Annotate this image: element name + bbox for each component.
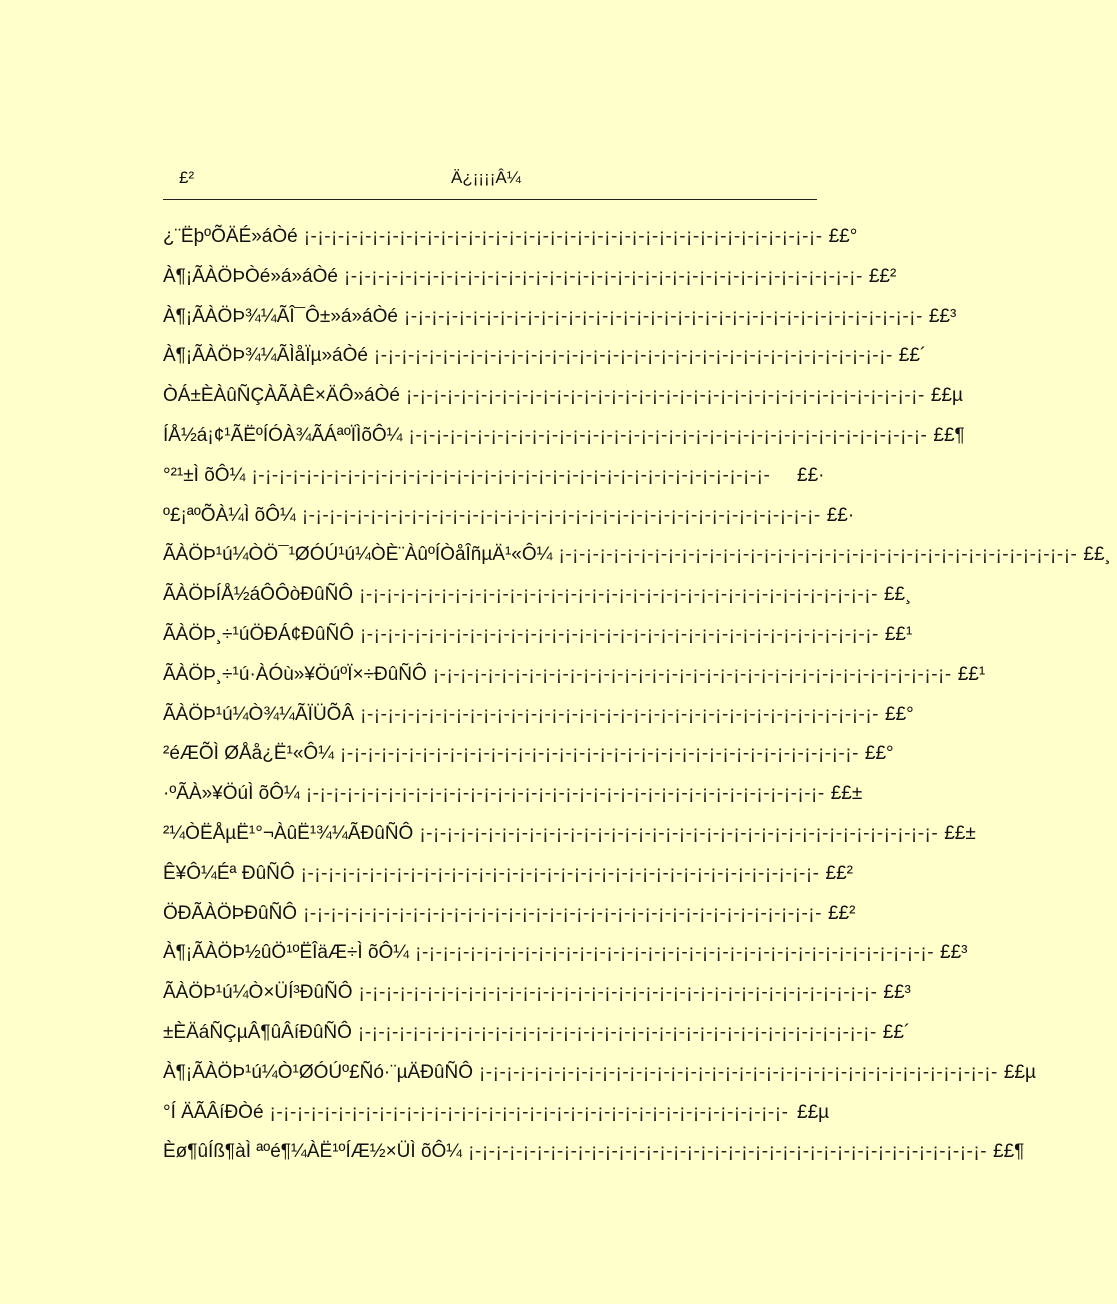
toc-entry-title: À¶¡ÃÀÖÞ¹ú¼Ò¹ØÓÚº£Ñó·¨µÄÐûÑÔ	[163, 1061, 473, 1083]
toc-entry-title: ±ÈÄáÑÇµÂ¶ûÂíÐûÑÔ	[163, 1022, 352, 1043]
toc-entry-page: ££µ	[930, 385, 963, 407]
toc-entry	[163, 1061, 1036, 1092]
toc-entry	[163, 504, 855, 535]
toc-entry-page: ££¶	[933, 425, 965, 446]
toc-dot-leader: ¡-¡-¡-¡-¡-¡-¡-¡-¡-¡-¡-¡-¡-¡-¡-¡-¡-¡-¡-¡-¡-¡-¡-¡-¡-¡-¡-¡-¡-¡-¡-¡-¡-¡-¡-¡-¡-¡-	[403, 305, 923, 327]
toc-entry-page: ££·	[826, 504, 855, 526]
toc-entry-title: ¿¨ËþºÕÄÉ»áÒé	[163, 226, 298, 247]
toc-entry-page: ££°	[828, 226, 858, 247]
toc-entry	[163, 226, 858, 256]
toc-dot-leader: ¡-¡-¡-¡-¡-¡-¡-¡-¡-¡-¡-¡-¡-¡-¡-¡-¡-¡-¡-¡-¡-¡-¡-¡-¡-¡-¡-¡-¡-¡-¡-¡-¡-¡-¡-¡-¡-¡-	[419, 823, 939, 844]
toc-dot-leader: ¡-¡-¡-¡-¡-¡-¡-¡-¡-¡-¡-¡-¡-¡-¡-¡-¡-¡-¡-¡-¡-¡-¡-¡-¡-¡-¡-¡-¡-¡-¡-¡-¡-¡-¡-¡-¡-¡-	[478, 1061, 998, 1083]
toc-entry	[163, 663, 986, 694]
toc-dot-leader: ¡-¡-¡-¡-¡-¡-¡-¡-¡-¡-¡-¡-¡-¡-¡-¡-¡-¡-¡-¡-¡-¡-¡-¡-¡-¡-¡-¡-¡-¡-¡-¡-¡-¡-¡-¡-¡-¡-	[301, 504, 821, 526]
toc-entry	[163, 624, 913, 654]
toc-entry-page: ££´	[898, 345, 927, 367]
toc-entry-page: ££³	[928, 305, 957, 327]
toc-entry-page: ££µ	[797, 1101, 830, 1123]
toc-entry	[163, 385, 963, 415]
toc-entry-title: ÖÐÃÀÖÞÐûÑÔ	[163, 902, 298, 924]
toc-entry-title: À¶¡ÃÀÖÞ¾¼ÃÎ¯Ô±»á»áÒé	[163, 305, 398, 327]
toc-entry	[163, 743, 894, 773]
toc-entry-page: ££¶	[993, 1141, 1025, 1163]
toc-entry-title: ÃÀÖÞ¹ú¼ÒÖ¯¹ØÓÚ¹ú¼ÒÈ¨ÀûºÍÒåÎñµÄ¹«Ô¼	[163, 544, 553, 566]
toc-entry-title: ²¼ÒËÅµË¹°¬ÀûË¹¾¼ÃÐûÑÔ	[163, 823, 414, 844]
toc-dot-leader: ¡-¡-¡-¡-¡-¡-¡-¡-¡-¡-¡-¡-¡-¡-¡-¡-¡-¡-¡-¡-¡-¡-¡-¡-¡-¡-¡-¡-¡-¡-¡-¡-¡-¡-¡-¡-¡-¡-	[405, 385, 925, 407]
toc-entry-title: À¶¡ÃÀÖÞ¾¼ÃÌåÏµ»áÒé	[163, 345, 368, 367]
toc-entry-title: À¶¡ÃÀÖÞÒé»á»áÒé	[163, 265, 338, 287]
toc-entry	[163, 862, 853, 893]
toc-entry-title: º£¡ªºÕÀ¼Ì õÔ¼	[163, 504, 296, 526]
toc-entry-title: °Í ÄÃÂíÐÒé	[163, 1101, 264, 1123]
toc-dot-leader: ¡-¡-¡-¡-¡-¡-¡-¡-¡-¡-¡-¡-¡-¡-¡-¡-¡-¡-¡-¡-¡-¡-¡-¡-¡-¡-¡-¡-¡-¡-¡-¡-¡-¡-¡-¡-¡-¡-	[359, 584, 878, 606]
toc-dot-leader: ¡-¡-¡-¡-¡-¡-¡-¡-¡-¡-¡-¡-¡-¡-¡-¡-¡-¡-¡-¡-¡-¡-¡-¡-¡-¡-¡-¡-¡-¡-¡-¡-¡-¡-¡-¡-¡-¡-	[408, 425, 928, 446]
toc-entry-page: ££¹	[957, 663, 986, 685]
toc-dot-leader: ¡-¡-¡-¡-¡-¡-¡-¡-¡-¡-¡-¡-¡-¡-¡-¡-¡-¡-¡-¡-¡-¡-¡-¡-¡-¡-¡-¡-¡-¡-¡-¡-¡-¡-¡-¡-¡-¡-	[359, 624, 879, 645]
toc-entry-title: ÃÀÖÞ¸÷¹ú·ÀÓù»¥ÖúºÏ×÷ÐûÑÔ	[163, 663, 427, 685]
toc-dot-leader: ¡-¡-¡-¡-¡-¡-¡-¡-¡-¡-¡-¡-¡-¡-¡-¡-¡-¡-¡-¡-¡-¡-¡-¡-¡-¡-¡-¡-¡-¡-¡-¡-¡-¡-¡-¡-¡-¡-	[343, 265, 863, 287]
toc-entry	[163, 584, 912, 614]
page-number: £²	[179, 168, 195, 187]
toc-entry	[163, 703, 914, 734]
toc-entry-title: ÍÅ½á¡¢¹ÃËºÍÓÀ¾ÃÁªºÏÌõÔ¼	[163, 425, 403, 446]
toc-dot-leader: ¡-¡-¡-¡-¡-¡-¡-¡-¡-¡-¡-¡-¡-¡-¡-¡-¡-¡-¡-¡-¡-¡-¡-¡-¡-¡-¡-¡-¡-¡-¡-¡-¡-¡-¡-¡-¡-¡-	[373, 345, 893, 367]
toc-entry-page: ££±	[944, 823, 976, 844]
toc-entry-page: ££°	[885, 703, 914, 725]
toc-entry-page: ££¸	[1083, 544, 1111, 566]
toc-entry-page: ££¹	[884, 624, 913, 645]
toc-entry	[163, 783, 863, 813]
toc-entry-title: ·ºÃÀ»¥ÖúÌ õÔ¼	[163, 783, 300, 805]
toc-dot-leader: ¡-¡-¡-¡-¡-¡-¡-¡-¡-¡-¡-¡-¡-¡-¡-¡-¡-¡-¡-¡-¡-¡-¡-¡-¡-¡-¡-¡-¡-¡-¡-¡-¡-¡-¡-¡-¡-¡-	[360, 703, 880, 725]
toc-dot-leader: ¡-¡-¡-¡-¡-¡-¡-¡-¡-¡-¡-¡-¡-¡-¡-¡-¡-¡-¡-¡-¡-¡-¡-¡-¡-¡-¡-¡-¡-¡-¡-¡-¡-¡-¡-¡-¡-¡-	[558, 544, 1078, 566]
toc-entry-page: ££³	[940, 942, 968, 964]
toc-entry-title: Ê¥Ô¼Éª ÐûÑÔ	[163, 862, 295, 884]
toc-entry-title: ÃÀÖÞ¸÷¹úÖÐÁ¢ÐûÑÔ	[163, 624, 354, 645]
toc-entry-title: ÃÀÖÞÍÅ½áÔÔòÐûÑÔ	[163, 584, 354, 606]
toc-entry	[163, 465, 831, 495]
toc-entry-page: ££²	[827, 902, 856, 924]
toc-dot-leader: ¡-¡-¡-¡-¡-¡-¡-¡-¡-¡-¡-¡-¡-¡-¡-¡-¡-¡-¡-¡-¡-¡-¡-¡-¡-¡-¡-¡-¡-¡-¡-¡-¡-¡-¡-¡-¡-¡-	[340, 743, 859, 765]
toc-entry	[163, 942, 968, 972]
toc-entry-page: ££²	[868, 265, 897, 287]
toc-entry	[163, 1102, 831, 1132]
toc-entry-page: ££°	[864, 743, 894, 765]
toc-entry-title: ²éÆÕÌ ØÅå¿Ë¹«Ô¼	[163, 743, 335, 765]
toc-entry	[163, 902, 856, 933]
toc-entry-page: ££³	[883, 982, 911, 1004]
toc-entry	[163, 982, 911, 1012]
toc-entry	[163, 425, 965, 455]
toc-entry	[163, 1141, 1025, 1171]
toc-entry	[163, 823, 976, 853]
toc-entry-title: ÃÀÖÞ¹ú¼Ò×ÜÍ³ÐûÑÔ	[163, 982, 353, 1004]
toc-dot-leader: ¡-¡-¡-¡-¡-¡-¡-¡-¡-¡-¡-¡-¡-¡-¡-¡-¡-¡-¡-¡-¡-¡-¡-¡-¡-¡-¡-¡-¡-¡-¡-¡-¡-¡-¡-¡-¡-¡-	[251, 464, 771, 486]
toc-entry	[163, 345, 927, 375]
toc-entry-page: ££±	[830, 783, 863, 805]
toc-dot-leader: ¡-¡-¡-¡-¡-¡-¡-¡-¡-¡-¡-¡-¡-¡-¡-¡-¡-¡-¡-¡-¡-¡-¡-¡-¡-¡-¡-¡-¡-¡-¡-¡-¡-¡-¡-¡-¡-¡-	[269, 1101, 789, 1123]
toc-dot-leader: ¡-¡-¡-¡-¡-¡-¡-¡-¡-¡-¡-¡-¡-¡-¡-¡-¡-¡-¡-¡-¡-¡-¡-¡-¡-¡-¡-¡-¡-¡-¡-¡-¡-¡-¡-¡-¡-¡-	[300, 862, 820, 884]
toc-entry-page: ££·	[797, 464, 825, 486]
toc-entry	[163, 1022, 911, 1052]
toc-entry-title: ÃÀÖÞ¹ú¼Ò¾¼ÃÏÜÕÂ	[163, 703, 355, 725]
toc-entry-title: ÒÁ±ÈÀûÑÇÀÃÀÊ×ÄÔ»áÒé	[163, 385, 400, 407]
toc-entry-page: ££²	[825, 862, 853, 884]
toc-dot-leader: ¡-¡-¡-¡-¡-¡-¡-¡-¡-¡-¡-¡-¡-¡-¡-¡-¡-¡-¡-¡-¡-¡-¡-¡-¡-¡-¡-¡-¡-¡-¡-¡-¡-¡-¡-¡-¡-¡-	[303, 226, 823, 247]
toc-dot-leader: ¡-¡-¡-¡-¡-¡-¡-¡-¡-¡-¡-¡-¡-¡-¡-¡-¡-¡-¡-¡-¡-¡-¡-¡-¡-¡-¡-¡-¡-¡-¡-¡-¡-¡-¡-¡-¡-¡-	[358, 982, 878, 1004]
toc-entry-title: Èø¶ûÍß¶àÌ ªºé¶¼ÀË¹ºÍÆ½×ÜÌ õÔ¼	[163, 1141, 463, 1163]
running-title: Ä¿¡¡¡¡Â¼	[451, 168, 521, 187]
toc-dot-leader: ¡-¡-¡-¡-¡-¡-¡-¡-¡-¡-¡-¡-¡-¡-¡-¡-¡-¡-¡-¡-¡-¡-¡-¡-¡-¡-¡-¡-¡-¡-¡-¡-¡-¡-¡-¡-¡-¡-	[468, 1141, 988, 1163]
toc-dot-leader: ¡-¡-¡-¡-¡-¡-¡-¡-¡-¡-¡-¡-¡-¡-¡-¡-¡-¡-¡-¡-¡-¡-¡-¡-¡-¡-¡-¡-¡-¡-¡-¡-¡-¡-¡-¡-¡-¡-	[357, 1022, 877, 1043]
toc-entry	[163, 305, 957, 336]
toc-entry	[163, 544, 1111, 574]
toc-entry-page: ££µ	[1003, 1061, 1036, 1083]
toc-dot-leader: ¡-¡-¡-¡-¡-¡-¡-¡-¡-¡-¡-¡-¡-¡-¡-¡-¡-¡-¡-¡-¡-¡-¡-¡-¡-¡-¡-¡-¡-¡-¡-¡-¡-¡-¡-¡-¡-¡-	[303, 902, 822, 924]
toc-dot-leader: ¡-¡-¡-¡-¡-¡-¡-¡-¡-¡-¡-¡-¡-¡-¡-¡-¡-¡-¡-¡-¡-¡-¡-¡-¡-¡-¡-¡-¡-¡-¡-¡-¡-¡-¡-¡-¡-¡-	[415, 942, 935, 964]
toc-entry-title: °²¹±Ì õÔ¼	[163, 464, 246, 486]
toc-entry-title: À¶¡ÃÀÖÞ½ûÖ¹ºËÎäÆ÷Ì õÔ¼	[163, 942, 410, 964]
toc-dot-leader: ¡-¡-¡-¡-¡-¡-¡-¡-¡-¡-¡-¡-¡-¡-¡-¡-¡-¡-¡-¡-¡-¡-¡-¡-¡-¡-¡-¡-¡-¡-¡-¡-¡-¡-¡-¡-¡-¡-	[432, 663, 952, 685]
toc-entry-page: ££¸	[883, 584, 912, 606]
toc-entry-page: ££´	[882, 1022, 911, 1043]
toc-dot-leader: ¡-¡-¡-¡-¡-¡-¡-¡-¡-¡-¡-¡-¡-¡-¡-¡-¡-¡-¡-¡-¡-¡-¡-¡-¡-¡-¡-¡-¡-¡-¡-¡-¡-¡-¡-¡-¡-¡-	[305, 783, 825, 805]
toc-entry	[163, 265, 897, 296]
page-header	[163, 164, 817, 200]
